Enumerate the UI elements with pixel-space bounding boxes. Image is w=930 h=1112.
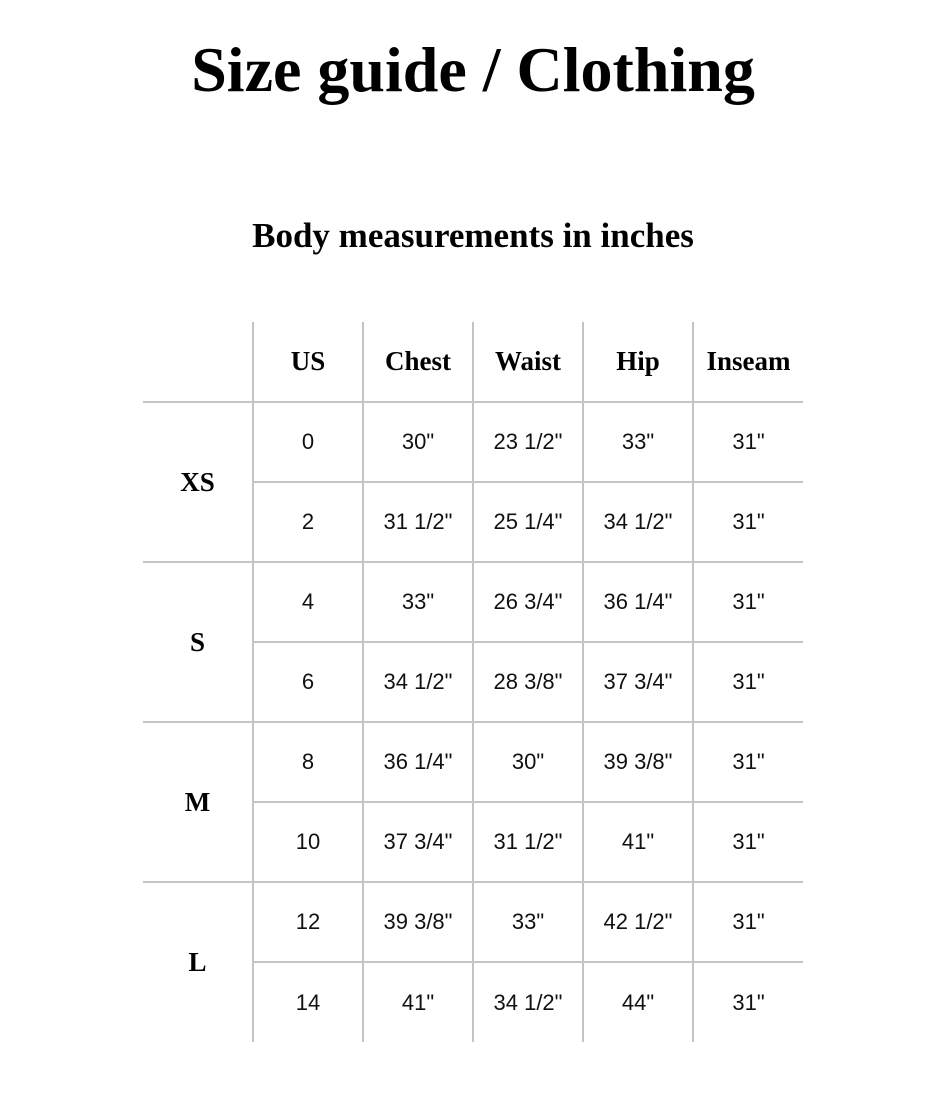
cell-waist: 26 3/4" (473, 562, 583, 642)
cell-hip: 41" (583, 802, 693, 882)
cell-inseam: 31" (693, 482, 803, 562)
cell-inseam: 31" (693, 722, 803, 802)
cell-waist: 33" (473, 882, 583, 962)
cell-chest: 30" (363, 402, 473, 482)
table-row (143, 722, 803, 802)
table-header (143, 322, 803, 402)
cell-chest: 31 1/2" (363, 482, 473, 562)
header-us: US (253, 322, 363, 402)
cell-hip: 37 3/4" (583, 642, 693, 722)
cell-chest: 33" (363, 562, 473, 642)
size-label-l: L (143, 882, 253, 1042)
cell-us: 2 (253, 482, 363, 562)
table-row (143, 402, 803, 482)
cell-chest: 36 1/4" (363, 722, 473, 802)
cell-hip: 44" (583, 962, 693, 1042)
cell-us: 10 (253, 802, 363, 882)
header-size (143, 322, 253, 402)
cell-hip: 34 1/2" (583, 482, 693, 562)
cell-us: 4 (253, 562, 363, 642)
cell-hip: 39 3/8" (583, 722, 693, 802)
cell-waist: 25 1/4" (473, 482, 583, 562)
cell-waist: 30" (473, 722, 583, 802)
cell-inseam: 31" (693, 642, 803, 722)
size-table (143, 322, 803, 1042)
size-label-s: S (143, 562, 253, 722)
header-hip: Hip (583, 322, 693, 402)
cell-chest: 37 3/4" (363, 802, 473, 882)
cell-inseam: 31" (693, 802, 803, 882)
cell-inseam: 31" (693, 962, 803, 1042)
size-label-xs: XS (143, 402, 253, 562)
cell-chest: 41" (363, 962, 473, 1042)
cell-waist: 28 3/8" (473, 642, 583, 722)
header-row (143, 322, 803, 402)
cell-us: 8 (253, 722, 363, 802)
table-row (143, 562, 803, 642)
table-subtitle: Body measurements in inches (252, 216, 694, 255)
cell-us: 14 (253, 962, 363, 1042)
header-inseam: Inseam (693, 322, 803, 402)
cell-waist: 31 1/2" (473, 802, 583, 882)
page-title: Size guide / Clothing (191, 34, 755, 105)
cell-hip: 33" (583, 402, 693, 482)
table-body (143, 402, 803, 1042)
table-row (143, 882, 803, 962)
cell-inseam: 31" (693, 562, 803, 642)
cell-inseam: 31" (693, 402, 803, 482)
header-waist: Waist (473, 322, 583, 402)
header-chest: Chest (363, 322, 473, 402)
size-label-m: M (143, 722, 253, 882)
cell-hip: 42 1/2" (583, 882, 693, 962)
cell-chest: 39 3/8" (363, 882, 473, 962)
cell-inseam: 31" (693, 882, 803, 962)
cell-hip: 36 1/4" (583, 562, 693, 642)
cell-waist: 23 1/2" (473, 402, 583, 482)
cell-chest: 34 1/2" (363, 642, 473, 722)
cell-us: 6 (253, 642, 363, 722)
cell-us: 12 (253, 882, 363, 962)
cell-us: 0 (253, 402, 363, 482)
cell-waist: 34 1/2" (473, 962, 583, 1042)
